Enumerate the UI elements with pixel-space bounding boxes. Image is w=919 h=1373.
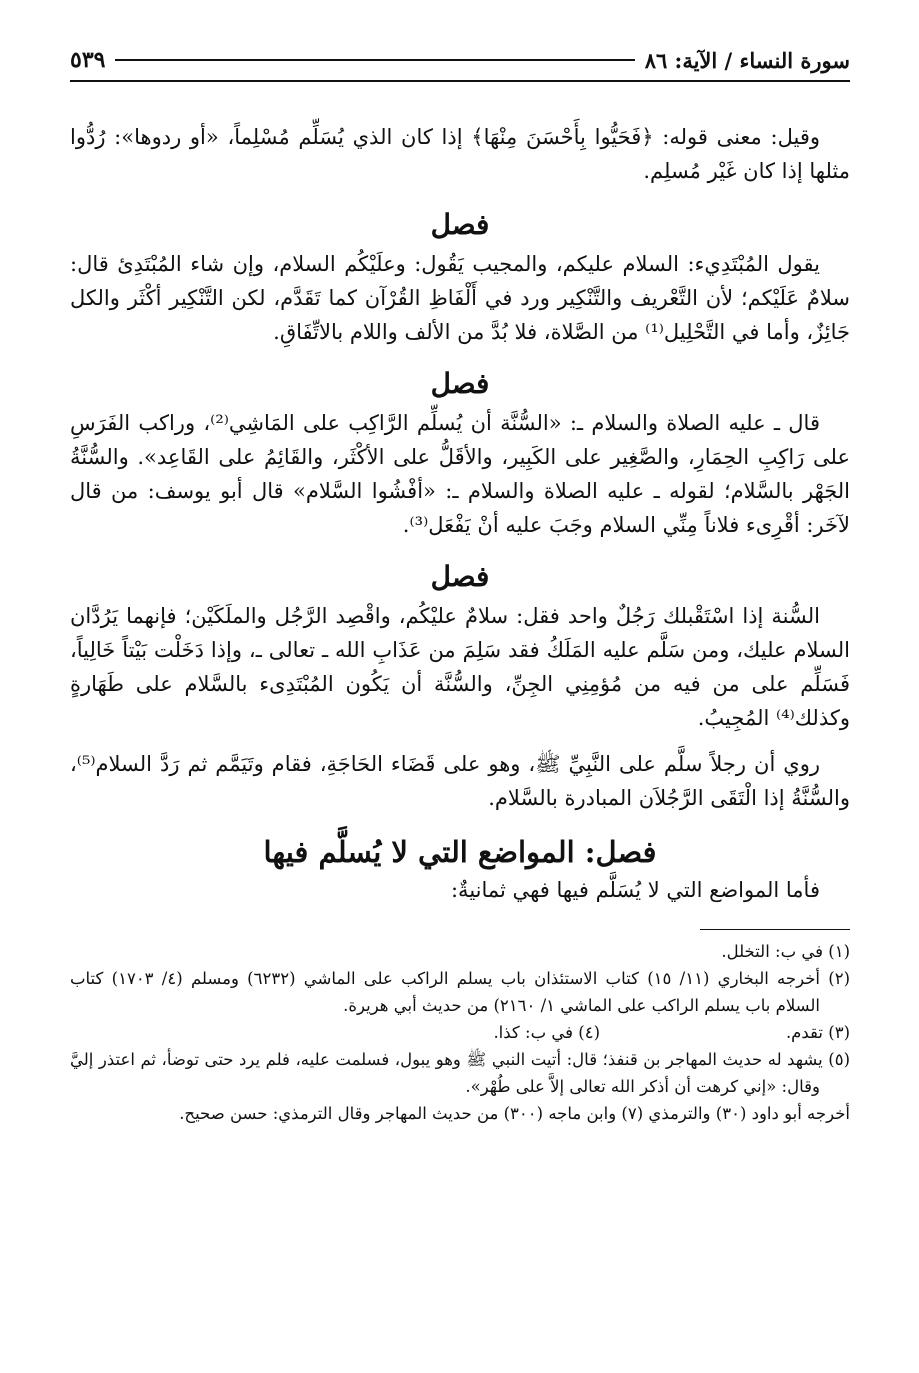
footnote-5-continued: أخرجه أبو داود (٣٠) والترمذي (٧) وابن ماجه (٣٠٠) من حديث المهاجر وقال الترمذي: حسن صحيح. [179, 1104, 850, 1123]
section-2-paragraph: قال ـ عليه الصلاة والسلام ـ: «السُّنَّة أن يُسلِّم الرَّاكِب على المَاشِي⁽²⁾، وراكب الفَرَسِ على رَاكِبِ الحِمَارِ، والصَّغِير على الكَبِير، والأقَلُّ على الأكْثَر، والقَائِمُ على القَاعِد». والسُّنَّةُ الجَهْر بالسَّلام؛ لقوله ـ عليه الصلاة والسلام ـ: «أفْشُوا السَّلام» قال أبو يوسف: من قال لآخَر: أقْرِىء فلاناً مِنِّي السلام وجَبَ عليه أنْ يَفْعَل⁽³⁾. [70, 411, 850, 537]
section-1-paragraph: يقول المُبْتَدِيء: السلام عليكم، والمجيب يَقُول: وعلَيْكُم السلام، وإن شاء المُبْتَدِئ قال: سلامٌ عَلَيْكم؛ لأن التَّعْريف والتَّنْكِير ورد في أَلْفَاظِ القُرْآن كما تَقَدَّم، لكن التَّنْكِير أكْثَر والكل جَائِزٌ، وأما في التَّحْلِيل⁽¹⁾ من الصَّلاة، فلا بُدَّ من الألف واللام بالاتِّفَاقِ. [70, 252, 850, 344]
footnote-3: (٣) تقدم. [785, 1023, 850, 1042]
section-heading-2: فصل [430, 367, 490, 400]
section-4-paragraph: فأما المواضع التي لا يُسَلَّم فيها فهي ثمانيةٌ: [450, 878, 820, 902]
section-3-paragraph-1: السُّنة إذا اسْتَقْبلك رَجُلٌ واحد فقل: سلامٌ عليْكُم، واقْصِد الرَّجُل والملَكَيْن؛ فإنهما يَرُدَّان السلام عليك، ومن سَلَّم عليه المَلَكُ فقد سَلِمَ من عَذَابِ الله ـ تعالى ـ، وإذا دَخَلْت بَيْتاً خَالِياً، فَسَلِّم على من فيه من مُؤمِنِي الجِنِّ، والسُّنَّة أن يَكُون المُبْتَدِىء بالسَّلام على طَهَارةٍ وكذلك⁽⁴⁾ المُجِيبُ. [70, 604, 850, 730]
footnote-row-3-4 [70, 1019, 850, 1046]
section-heading-1: فصل [430, 208, 490, 241]
intro-paragraph: وقيل: معنى قوله: ﴿فَحَيُّوا بِأَحْسَنَ مِنْهَا﴾ إذا كان الذي يُسَلِّم مُسْلِماً، «أو ردوها»: رُدُّوا مثلها إذا كان غَيْر مُسلِم. [70, 125, 850, 183]
page-number: ٥٣٩ [70, 47, 106, 73]
section-3-paragraph-2: روي أن رجلاً سلَّم على النَّبِيِّ ﷺ، وهو على قَضَاء الحَاجَةِ، فقام وتَيَمَّم ثم رَدَّ السلام⁽⁵⁾، والسُّنَّةُ إذا الْتَقَى الرَّجُلاَن المبادرة بالسَّلام. [70, 752, 850, 810]
header-rule [115, 59, 634, 61]
section-heading-3: فصل [430, 560, 490, 593]
surah-title: سورة النساء / الآية: ٨٦ [644, 47, 850, 73]
section-heading-4: فصل: المواضع التي لا يُسلَّم فيها [263, 835, 657, 869]
footnote-4: (٤) في ب: كذا. [493, 1023, 600, 1042]
page [70, 40, 850, 1127]
running-header [70, 40, 850, 82]
footnote-1: (١) في ب: التخلل. [721, 942, 850, 961]
footnote-5: (٥) يشهد له حديث المهاجر بن قنفذ؛ قال: أتيت النبي ﷺ وهو يبول، فسلمت عليه، فلم يرد حتى توضأ، ثم اعتذر إليَّ وقال: «إني كرهت أن أذكر الله تعالى إلاَّ على طُهْر». [70, 1050, 850, 1096]
footnote-divider [700, 929, 850, 930]
footnote-2: (٢) أخرجه البخاري (١١/ ١٥) كتاب الاستئذان باب يسلم الراكب على الماشي (٦٢٣٢) ومسلم (٤/ ١٧٠٣) كتاب السلام باب يسلم الراكب على الماشي ١/ ٢١٦٠) من حديث أبي هريرة. [70, 969, 851, 1015]
footnotes [70, 938, 850, 1127]
